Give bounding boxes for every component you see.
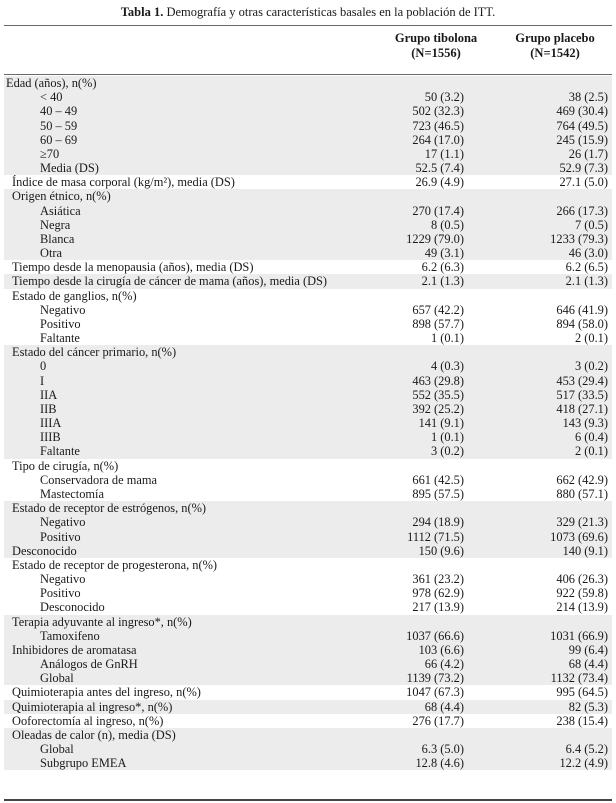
row-label: Estado del cáncer primario, n(%) xyxy=(12,345,177,360)
row-label: Otra xyxy=(40,246,63,261)
tibolona-value: 1 (0.1) xyxy=(430,331,464,346)
tibolona-value: 1139 (73.2) xyxy=(406,671,464,686)
table-row xyxy=(4,317,612,331)
placebo-value: 68 (4.4) xyxy=(568,657,608,672)
table-row xyxy=(4,90,612,104)
table-row xyxy=(4,345,612,359)
table-row xyxy=(4,700,612,714)
bottom-rule xyxy=(4,799,612,801)
placebo-value: 27.1 (5.0) xyxy=(559,175,608,190)
row-label: Desconocido xyxy=(40,600,105,615)
tibolona-value: 392 (25.2) xyxy=(412,401,464,416)
placebo-value: 406 (26.3) xyxy=(556,572,608,587)
tibolona-value: 898 (57.7) xyxy=(412,316,464,331)
placebo-value: 517 (33.5) xyxy=(556,387,608,402)
table-row xyxy=(4,204,612,218)
row-label: Quimioterapia al ingreso*, n(%) xyxy=(12,699,173,714)
table-row xyxy=(4,331,612,345)
table-row xyxy=(4,161,612,175)
table-row xyxy=(4,133,612,147)
row-label: 0 xyxy=(40,359,47,374)
placebo-value: 6.2 (6.5) xyxy=(565,260,608,275)
placebo-value: 453 (29.4) xyxy=(556,373,608,388)
table-row xyxy=(4,643,612,657)
row-label: IIB xyxy=(40,401,57,416)
placebo-value: 880 (57.1) xyxy=(556,486,608,501)
table-row xyxy=(4,671,612,685)
placebo-value: 3 (0.2) xyxy=(574,359,608,374)
row-label: Faltante xyxy=(40,444,80,459)
tibolona-value: 552 (35.5) xyxy=(412,387,464,402)
row-label: Positivo xyxy=(40,316,81,331)
column-header-tibolona xyxy=(382,31,490,61)
table-row xyxy=(4,487,612,501)
row-label: IIIA xyxy=(40,416,62,431)
table-row xyxy=(4,274,612,288)
placebo-value: 266 (17.3) xyxy=(556,203,608,218)
row-label: Negativo xyxy=(40,302,86,317)
tibolona-value: 50 (3.2) xyxy=(424,90,464,105)
row-label: Blanca xyxy=(40,231,75,246)
row-label: Negativo xyxy=(40,572,86,587)
table-row xyxy=(4,728,612,742)
tibolona-value: 217 (13.9) xyxy=(412,600,464,615)
row-label: Terapia adyuvante al ingreso*, n(%) xyxy=(12,614,192,629)
tibolona-value: 463 (29.8) xyxy=(412,373,464,388)
table-row xyxy=(4,303,612,317)
table-row xyxy=(4,416,612,430)
row-label: Ooforectomía al ingreso, n(%) xyxy=(12,713,164,728)
tibolona-value: 1047 (67.3) xyxy=(406,685,464,700)
tibolona-value: 4 (0.3) xyxy=(430,359,464,374)
placebo-value: 1031 (66.9) xyxy=(550,628,608,643)
table-row xyxy=(4,388,612,402)
table-row xyxy=(4,558,612,572)
row-label: Tiempo desde la cirugía de cáncer de mama (años), media (DS) xyxy=(12,274,328,289)
row-label: Tiempo desde la menopausia (años), media (DS) xyxy=(12,260,254,275)
table-row xyxy=(4,104,612,118)
header-rule xyxy=(4,74,612,75)
table-row xyxy=(4,586,612,600)
placebo-value: 1233 (79.3) xyxy=(550,231,608,246)
placebo-value: 38 (2.5) xyxy=(568,90,608,105)
table-row xyxy=(4,260,612,274)
column-header-placebo xyxy=(500,31,610,61)
row-label: Estado de receptor de progesterona, n(%) xyxy=(12,557,218,572)
top-rule xyxy=(4,25,612,26)
tibolona-value: 12.8 (4.6) xyxy=(415,756,464,771)
table-row xyxy=(4,530,612,544)
placebo-value: 52.9 (7.3) xyxy=(559,161,608,176)
placebo-value: 6 (0.4) xyxy=(574,430,608,445)
tibolona-value: 661 (42.5) xyxy=(412,472,464,487)
tibolona-value: 68 (4.4) xyxy=(424,699,464,714)
row-label: IIIB xyxy=(40,430,61,445)
placebo-value: 26 (1.7) xyxy=(568,146,608,161)
table-title: Demografía y otras características basales en la población de ITT. xyxy=(166,5,496,19)
table-row xyxy=(4,572,612,586)
placebo-value: 894 (58.0) xyxy=(556,316,608,331)
table-row xyxy=(4,289,612,303)
row-label: Edad (años), n(%) xyxy=(6,76,97,90)
tibolona-value: 264 (17.0) xyxy=(412,132,464,147)
table-row xyxy=(4,246,612,260)
tibolona-value: 2.1 (1.3) xyxy=(421,274,464,289)
table-row xyxy=(4,501,612,515)
placebo-value: 418 (27.1) xyxy=(556,401,608,416)
tibolona-value: 502 (32.3) xyxy=(412,104,464,119)
tibolona-value: 141 (9.1) xyxy=(418,416,464,431)
tibolona-value: 6.3 (5.0) xyxy=(421,742,464,757)
placebo-value: 12.2 (4.9) xyxy=(559,756,608,771)
table-row xyxy=(4,147,612,161)
placebo-value: 329 (21.3) xyxy=(556,515,608,530)
table-row xyxy=(4,119,612,133)
table-caption xyxy=(0,4,616,20)
tibolona-value: 723 (46.5) xyxy=(412,118,464,133)
tibolona-value: 1112 (71.5) xyxy=(407,529,464,544)
row-label: 50 – 59 xyxy=(40,118,78,133)
table-row xyxy=(4,232,612,246)
row-label: Tamoxifeno xyxy=(40,628,100,643)
row-label: Mastectomía xyxy=(40,486,104,501)
table-row xyxy=(4,189,612,203)
table-row xyxy=(4,544,612,558)
tibolona-value: 895 (57.5) xyxy=(412,486,464,501)
row-label: Negra xyxy=(40,217,71,232)
placebo-value: 2.1 (1.3) xyxy=(565,274,608,289)
row-label: Tipo de cirugía, n(%) xyxy=(12,458,119,473)
table-row xyxy=(4,218,612,232)
placebo-value: 6.4 (5.2) xyxy=(565,742,608,757)
row-label: I xyxy=(40,373,45,388)
tibolona-value: 270 (17.4) xyxy=(412,203,464,218)
row-label: Global xyxy=(40,742,74,757)
placebo-value: 7 (0.5) xyxy=(574,217,608,232)
tibolona-value: 1037 (66.6) xyxy=(406,628,464,643)
row-label: Subgrupo EMEA xyxy=(40,756,127,771)
row-label: Quimioterapia antes del ingreso, n(%) xyxy=(12,685,201,700)
table-row xyxy=(4,402,612,416)
row-label: Oleadas de calor (n), media (DS) xyxy=(12,727,176,742)
tibolona-value: 978 (62.9) xyxy=(412,586,464,601)
table-row xyxy=(4,742,612,756)
row-label: Índice de masa corporal (kg/m²), media (DS) xyxy=(12,175,235,190)
row-label: Asiática xyxy=(40,203,81,218)
tibolona-value: 66 (4.2) xyxy=(424,657,464,672)
placebo-value: 662 (42.9) xyxy=(556,472,608,487)
table-row xyxy=(4,515,612,529)
tibolona-value: 150 (9.6) xyxy=(418,543,464,558)
table-row xyxy=(4,615,612,629)
table-number: Tabla 1. xyxy=(120,5,164,19)
row-label: Positivo xyxy=(40,529,81,544)
tibolona-value: 6.2 (6.3) xyxy=(421,260,464,275)
table-row xyxy=(4,175,612,189)
placebo-value: 46 (3.0) xyxy=(568,246,608,261)
table-row xyxy=(4,756,612,770)
tibolona-value: 26.9 (4.9) xyxy=(415,175,464,190)
row-label: Conservadora de mama xyxy=(40,472,157,487)
table-row xyxy=(4,685,612,699)
column-header-line2: (N=1556) xyxy=(411,46,461,60)
tibolona-value: 1229 (79.0) xyxy=(406,231,464,246)
table-row xyxy=(4,473,612,487)
row-label: Global xyxy=(40,671,74,686)
table-row xyxy=(4,444,612,458)
placebo-value: 646 (41.9) xyxy=(556,302,608,317)
row-label: Origen étnico, n(%) xyxy=(12,189,111,204)
row-label: Media (DS) xyxy=(40,161,99,176)
table-row xyxy=(4,600,612,614)
table-row xyxy=(4,359,612,373)
row-label: ≥70 xyxy=(40,146,60,161)
table-row xyxy=(4,76,612,90)
tibolona-value: 3 (0.2) xyxy=(430,444,464,459)
placebo-value: 922 (59.8) xyxy=(556,586,608,601)
tibolona-value: 8 (0.5) xyxy=(430,217,464,232)
row-label: < 40 xyxy=(40,90,63,105)
tibolona-value: 361 (23.2) xyxy=(412,572,464,587)
table-row xyxy=(4,374,612,388)
placebo-value: 2 (0.1) xyxy=(574,331,608,346)
placebo-value: 1073 (69.6) xyxy=(550,529,608,544)
tibolona-value: 294 (18.9) xyxy=(412,515,464,530)
row-label: Negativo xyxy=(40,515,86,530)
row-label: IIA xyxy=(40,387,58,402)
tibolona-value: 17 (1.1) xyxy=(424,146,464,161)
row-label: Inhibidores de aromatasa xyxy=(12,642,137,657)
tibolona-value: 1 (0.1) xyxy=(430,430,464,445)
tibolona-value: 657 (42.2) xyxy=(412,302,464,317)
column-header-line1: Grupo placebo xyxy=(515,31,595,45)
row-label: Faltante xyxy=(40,331,80,346)
placebo-value: 1132 (73.4) xyxy=(550,671,608,686)
table-row xyxy=(4,459,612,473)
placebo-value: 764 (49.5) xyxy=(556,118,608,133)
placebo-value: 995 (64.5) xyxy=(556,685,608,700)
row-label: Positivo xyxy=(40,586,81,601)
placebo-value: 245 (15.9) xyxy=(556,132,608,147)
tibolona-value: 52.5 (7.4) xyxy=(415,161,464,176)
row-label: Estado de ganglios, n(%) xyxy=(12,288,137,303)
table-row xyxy=(4,629,612,643)
table-row xyxy=(4,714,612,728)
column-header-line2: (N=1542) xyxy=(530,46,580,60)
row-label: 60 – 69 xyxy=(40,132,78,147)
placebo-value: 469 (30.4) xyxy=(556,104,608,119)
row-label: Desconocido xyxy=(12,543,77,558)
placebo-value: 82 (5.3) xyxy=(568,699,608,714)
row-label: Estado de receptor de estrógenos, n(%) xyxy=(12,501,207,516)
placebo-value: 99 (6.4) xyxy=(568,642,608,657)
tibolona-value: 103 (6.6) xyxy=(418,642,464,657)
tibolona-value: 49 (3.1) xyxy=(424,246,464,261)
table-row xyxy=(4,657,612,671)
table-row xyxy=(4,430,612,444)
placebo-value: 140 (9.1) xyxy=(562,543,608,558)
row-label: 40 – 49 xyxy=(40,104,78,119)
placebo-value: 2 (0.1) xyxy=(574,444,608,459)
placebo-value: 143 (9.3) xyxy=(562,416,608,431)
placebo-value: 238 (15.4) xyxy=(556,713,608,728)
table-body xyxy=(4,76,612,770)
column-header-line1: Grupo tibolona xyxy=(394,31,478,45)
row-label: Análogos de GnRH xyxy=(40,657,138,672)
tibolona-value: 276 (17.7) xyxy=(412,713,464,728)
placebo-value: 214 (13.9) xyxy=(556,600,608,615)
